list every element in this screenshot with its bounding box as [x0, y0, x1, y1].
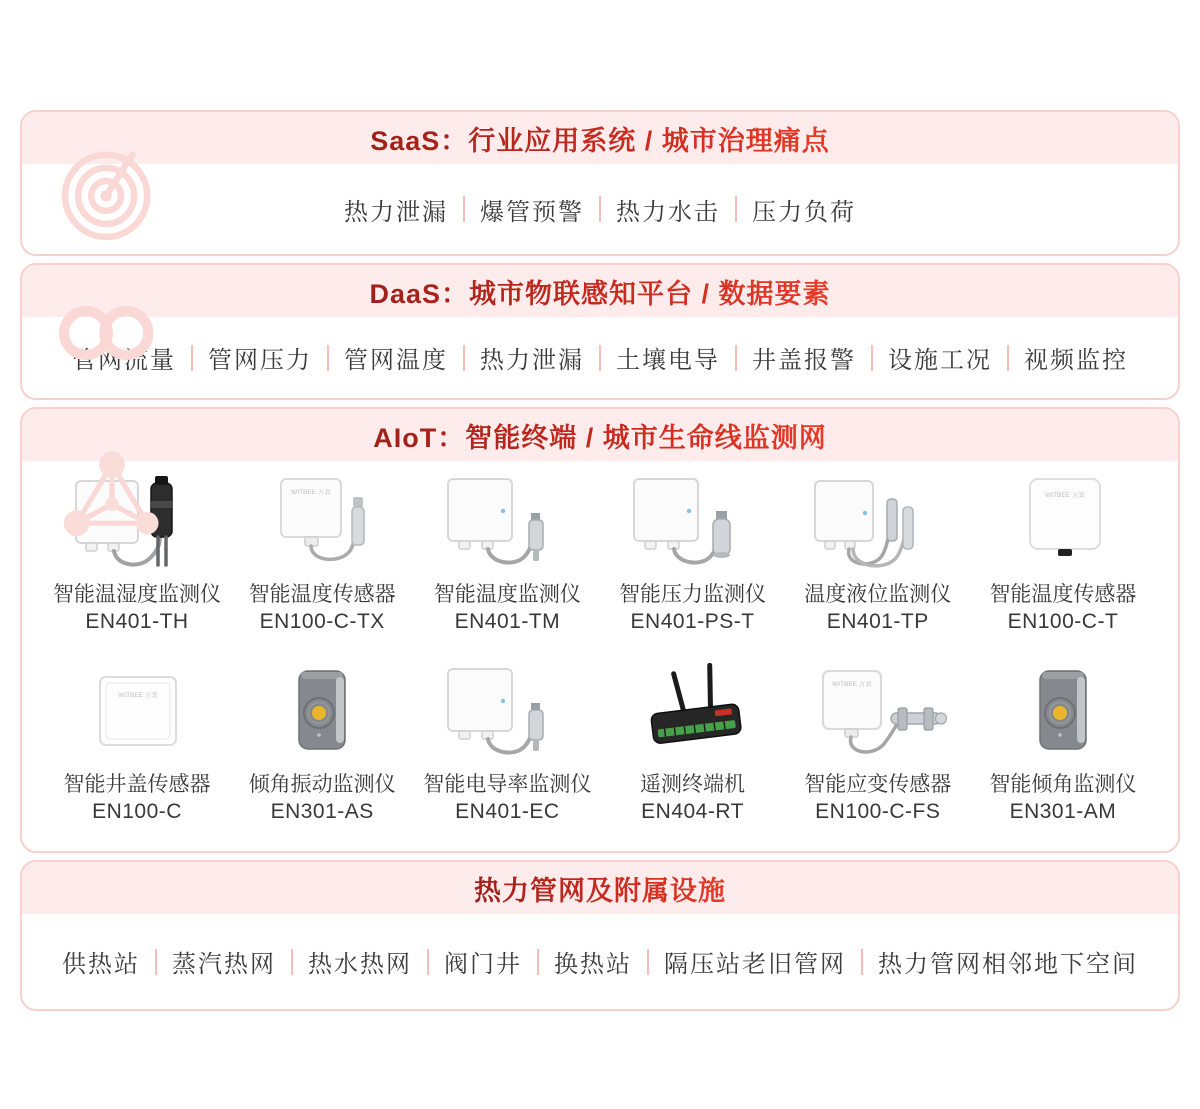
- strain-mount-sensor-icon: [787, 663, 969, 763]
- device-card: [46, 473, 228, 635]
- device-card: [602, 473, 784, 635]
- daas-items-row: [22, 317, 1178, 398]
- pressure-probe-sensor-icon: [602, 473, 784, 573]
- saas-section-header: [22, 112, 1178, 164]
- device-card: [231, 473, 413, 635]
- device-card: [46, 663, 228, 825]
- list-item: 热力水击: [616, 198, 720, 226]
- aiot-section-header: [22, 409, 1178, 461]
- device-card: [231, 663, 413, 825]
- device-row-1: [22, 473, 1178, 635]
- dual-probe-sensor-icon: [787, 473, 969, 573]
- device-card: [972, 663, 1154, 825]
- device-model: EN301-AM: [1009, 800, 1117, 823]
- list-item: 供热站: [62, 951, 140, 978]
- list-item: 热力泄漏: [344, 198, 448, 226]
- device-model: EN401-TM: [454, 610, 561, 633]
- list-item: 爆管预警: [480, 198, 584, 226]
- device-card: [416, 473, 598, 635]
- list-item: 换热站: [554, 951, 632, 978]
- device-name: 智能电导率监测仪: [423, 773, 592, 796]
- device-card: [972, 473, 1154, 635]
- device-card: [787, 663, 969, 825]
- list-item: 设施工况: [888, 347, 992, 374]
- tilt-sensor-icon: [231, 663, 413, 763]
- list-item: 土壤电导: [616, 347, 720, 374]
- device-model: EN401-TP: [826, 610, 929, 633]
- list-item: 蒸汽热网: [172, 951, 276, 978]
- device-name: 智能温湿度监测仪: [53, 583, 221, 606]
- cable-probe-sensor-icon: [416, 473, 598, 573]
- device-name: 温度液位监测仪: [804, 583, 952, 606]
- device-model: EN401-TH: [85, 610, 189, 633]
- list-item: 管网流量: [72, 347, 176, 374]
- flat-cover-sensor-icon: [46, 663, 228, 763]
- device-model: EN404-RT: [641, 800, 744, 823]
- list-item: 压力负荷: [752, 198, 856, 226]
- device-name: 智能压力监测仪: [619, 583, 767, 606]
- infra-items-row: [22, 914, 1178, 1009]
- device-model: EN100-C-TX: [259, 610, 385, 633]
- device-model: EN100-C-T: [1007, 610, 1119, 633]
- device-row-2: [22, 663, 1178, 825]
- device-card: [787, 473, 969, 635]
- svg-text:WITBEE 万宾: WITBEE 万宾: [118, 692, 158, 699]
- white-box-sensor-icon: [972, 473, 1154, 573]
- daas-section: [20, 263, 1180, 400]
- rtu-terminal-icon: [602, 663, 784, 763]
- list-item: 阀门井: [444, 951, 522, 978]
- svg-text:WITBEE 万宾: WITBEE 万宾: [291, 489, 332, 496]
- device-name: 智能温度传感器: [989, 583, 1137, 606]
- cable-probe-sensor-icon: [416, 663, 598, 763]
- device-name: 智能井盖传感器: [63, 773, 211, 796]
- device-model: EN301-AS: [270, 800, 374, 823]
- aiot-section: [20, 407, 1180, 853]
- svg-text:WITBEE 万宾: WITBEE 万宾: [1045, 492, 1085, 499]
- device-model: EN401-PS-T: [630, 610, 755, 633]
- device-name: 智能倾角监测仪: [989, 773, 1137, 796]
- list-item: 热水热网: [308, 951, 412, 978]
- device-model: EN401-EC: [455, 800, 560, 823]
- device-name: 遥测终端机: [640, 773, 746, 796]
- daas-section-header: [22, 265, 1178, 317]
- list-item: 热力管网相邻地下空间: [878, 951, 1138, 978]
- soil-probe-sensor-icon: [46, 473, 228, 573]
- list-item: 热力泄漏: [480, 347, 584, 374]
- svg-text:WITBEE 万宾: WITBEE 万宾: [831, 681, 872, 688]
- device-model: EN100-C-FS: [815, 800, 941, 823]
- list-item: 管网压力: [208, 347, 312, 374]
- infra-section-header: [22, 862, 1178, 914]
- device-name: 智能温度监测仪: [433, 583, 581, 606]
- device-name: 智能应变传感器: [804, 773, 952, 796]
- tilt-sensor-icon: [972, 663, 1154, 763]
- device-model: EN100-C: [92, 800, 182, 823]
- daas-section-title: DaaS：城市物联感知平台 / 数据要素: [369, 272, 830, 311]
- saas-section: [20, 110, 1180, 256]
- device-card: [416, 663, 598, 825]
- list-item: 视频监控: [1024, 347, 1128, 374]
- device-name: 智能温度传感器: [248, 583, 396, 606]
- thin-probe-sensor-icon: [231, 473, 413, 573]
- saas-section-title: SaaS：行业应用系统 / 城市治理痛点: [370, 119, 830, 158]
- device-card: [602, 663, 784, 825]
- infra-section-title: 热力管网及附属设施: [474, 869, 726, 908]
- list-item: 井盖报警: [752, 347, 856, 374]
- list-item: 隔压站老旧管网: [664, 951, 846, 978]
- infra-section: [20, 860, 1180, 1011]
- list-item: 管网温度: [344, 347, 448, 374]
- device-name: 倾角振动监测仪: [248, 773, 396, 796]
- saas-items-row: [22, 164, 1178, 254]
- aiot-section-title: AIoT：智能终端 / 城市生命线监测网: [373, 416, 827, 455]
